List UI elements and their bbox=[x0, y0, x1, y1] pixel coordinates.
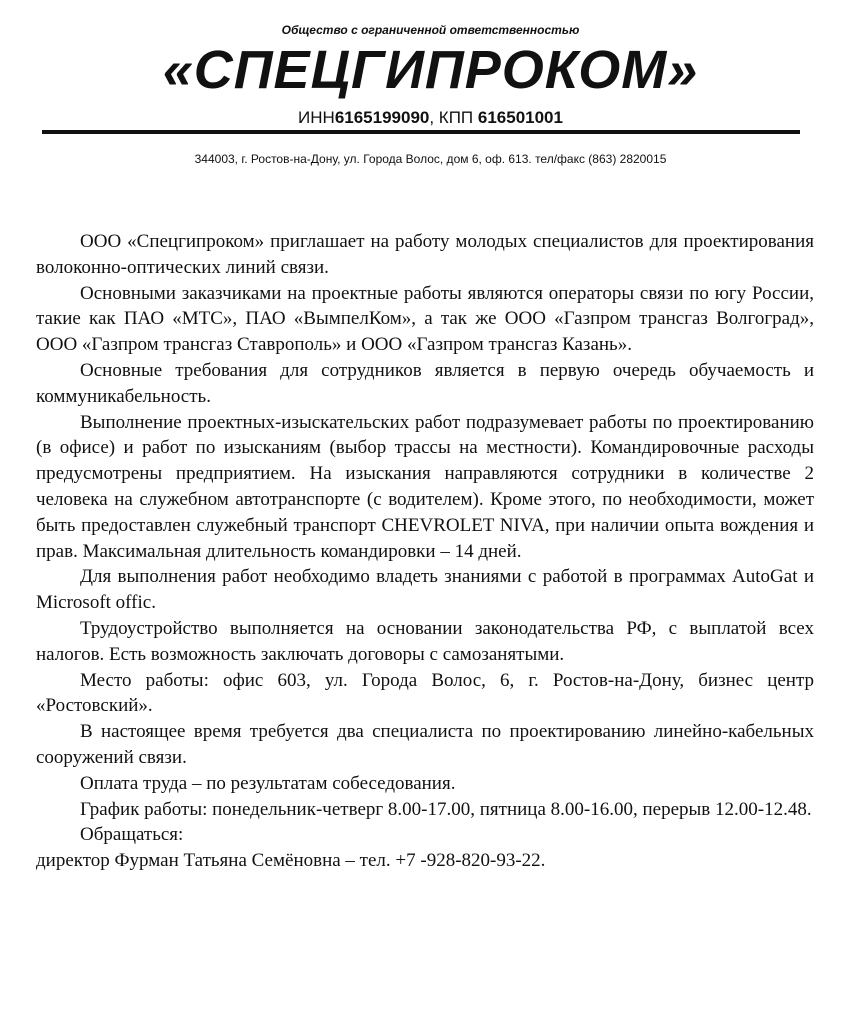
paragraph-requirements: Основные требования для сотрудников является в первую очередь обучаемость и коммуникабельность. bbox=[36, 359, 814, 407]
inn-value: 6165199090 bbox=[334, 108, 430, 127]
kpp-label: , КПП bbox=[429, 108, 478, 127]
org-type-label: Общество с ограниченной ответственностью bbox=[281, 23, 580, 37]
paragraph-contact-heading: Обращаться: bbox=[80, 824, 184, 846]
paragraph-work-description: Выполнение проектных-изыскательских работ подразумевает работы по проектированию (в офисе) и работ по изысканиям (выбор трассы на местности). Командировочные расходы предусмотрены предприятием. На изыскания направляются сотрудники в количестве 2 человека на служебном автотранспорте (с водителем). Кроме этого, по необходимости, может быть предоставлен служебный транспорт CHEVROLET NIVA, при наличии опыта вождения и прав. Максимальная длительность командировки – 14 дней. bbox=[36, 411, 814, 562]
paragraph-schedule: График работы: понедельник-четверг 8.00-17.00, пятница 8.00-16.00, перерыв 12.00-12.48. bbox=[80, 798, 812, 820]
paragraph-software: Для выполнения работ необходимо владеть знаниями с работой в программах AutoGat и Microsoft offic. bbox=[36, 566, 814, 614]
company-name: «СПЕЦГИПРОКОМ» bbox=[162, 40, 699, 100]
paragraph-vacancies: В настоящее время требуется два специалиста по проектированию линейно-кабельных сооружений связи. bbox=[36, 721, 814, 768]
inn-label: ИНН bbox=[298, 108, 335, 127]
kpp-value: 616501001 bbox=[477, 108, 563, 127]
tax-ids bbox=[0, 107, 861, 129]
paragraph-salary: Оплата труда – по результатам собеседования. bbox=[80, 772, 456, 794]
paragraph-employment: Трудоустройство выполняется на основании законодательства РФ, с выплатой всех налогов. Есть возможность заключать договоры с самозанятыми. bbox=[36, 617, 814, 665]
paragraph-customers: Основными заказчиками на проектные работы являются операторы связи по югу России, такие как ПАО «МТС», ПАО «ВымпелКом», а так же ООО «Газпром трансгаз Волгоград», ООО «Газпром трансгаз Ставрополь» и ООО «Газпром трансгаз Казань». bbox=[36, 282, 814, 356]
contact-line: директор Фурман Татьяна Семёновна – тел. +7 -928-820-93-22. bbox=[36, 850, 546, 872]
paragraph-workplace: Место работы: офис 603, ул. Города Волос, 6, г. Ростов-на-Дону, бизнес центр «Ростовский». bbox=[36, 669, 814, 717]
paragraph-intro: ООО «Спецгипроком» приглашает на работу молодых специалистов для проектирования волоконно-оптических линий связи. bbox=[36, 231, 814, 278]
company-address: 344003, г. Ростов-на-Дону, ул. Города Волос, дом 6, оф. 613. тел/факс (863) 2820015 bbox=[194, 152, 667, 166]
header-divider bbox=[42, 130, 800, 134]
letter-body bbox=[36, 229, 814, 874]
